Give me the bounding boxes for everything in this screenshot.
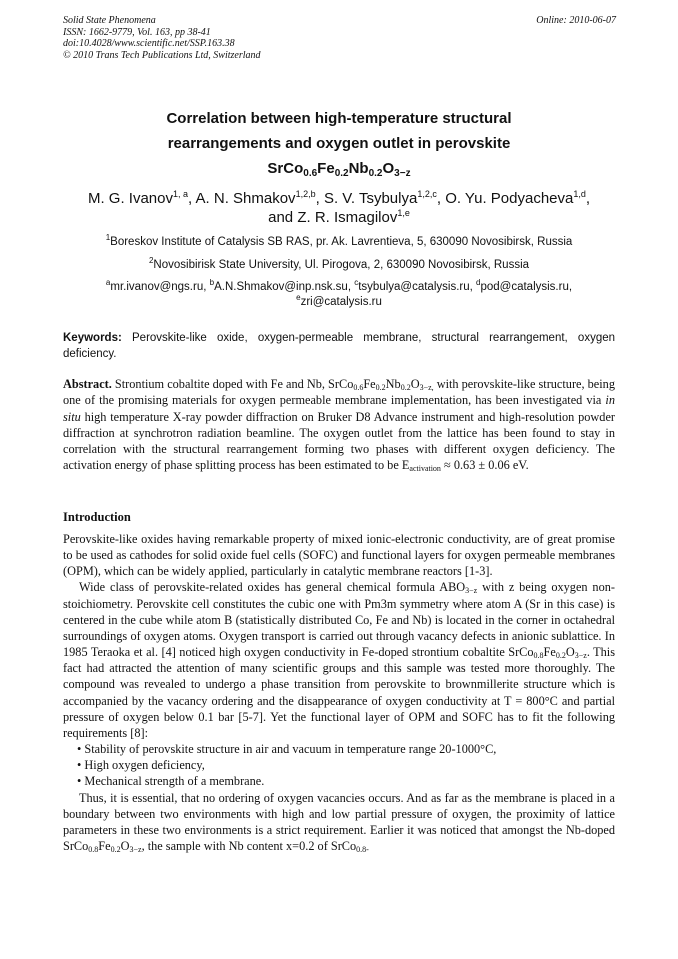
email-link[interactable]: A.N.Shmakov@inp.nsk.su [214, 281, 348, 293]
section-heading-introduction: Introduction [63, 510, 131, 524]
paragraph: Thus, it is essential, that no ordering of oxygen vacancies occurs. And as far as the membrane is placed in a boundary between two environments with high and low partial pressure of oxygen, the proximity of lattice parameters in these two environments is a strict requirement. Earlier it was noticed that amongst the Nb-doped $SrCo_{0.8}Fe_{0.2}O_{3-z}$, the sample with Nb content x=0.2 of SrCo$_{0.8-}$ [63, 790, 615, 854]
author-sup: 1,2,c [417, 189, 437, 199]
copyright-line: © 2010 Trans Tech Publications Ltd, Switzerland [63, 49, 261, 61]
author-sup: 1, a [172, 189, 188, 199]
affiliation-1: $^1$Boreskov Institute of Catalysis SB RAS, pr. Ak. Lavrentieva, 5, 630090 Novosibirsk, Russia [105, 233, 573, 248]
abstract: Abstract. Strontium cobaltite doped with Fe and Nb, $SrCo_{0.6}Fe_{0.2}Nb_{0.2}O_{3-z,}$ with perovskite-like structure, being one of the promising materials for oxygen permeable membrane implementation, has been investigated via in situ high temperature X-ray powder diffraction on Bruker D8 Advance instrument and high-resolution powder diffraction at synchrotron radiation beamline. The oxygen outlet from the lattice has been found to stay in correlation with the structural rearrangement forming two phases with different oxygen deficiency. The activation energy of phase splitting process has been estimated to be $E_{activation} \approx 0.63 \pm 0.06$ eV. [63, 377, 615, 474]
paragraph: Perovskite-like oxides having remarkable property of mixed ionic-electronic conductivity, are of great promise to be used as cathodes for solid oxide fuel cells (SOFC) and functional layers for oxygen permeable membranes (OPM), which can be widely applied, particularly in catalytic membrane reactors [1-3]. [63, 532, 615, 579]
introduction-body [63, 531, 615, 854]
list-item: • Mechanical strength of a membrane. [77, 774, 265, 789]
keywords-section [63, 330, 615, 362]
online-date: Online: 2010-06-07 [536, 15, 616, 26]
journal-name: Solid State Phenomena [63, 15, 156, 26]
title-line-2: rearrangements and oxygen outlet in perovskite [167, 135, 511, 152]
issn-line: ISSN: 1662-9779, Vol. 163, pp 38-41 [63, 26, 211, 38]
author-name: A. N. Shmakov [195, 190, 296, 207]
abstract-label: Abstract. [63, 377, 112, 391]
keywords-label: Keywords: [63, 332, 122, 344]
doi-line: doi:10.4028/www.scientific.net/SSP.163.38 [63, 38, 235, 50]
author-sup: 1,d [573, 189, 586, 199]
title-formula: $SrCo_{0.6}Fe_{0.2}Nb_{0.2}O_{3-z}$ [267, 160, 411, 179]
author-sup: 1,2,b [295, 189, 316, 199]
paragraph: Wide class of perovskite-related oxides has general chemical formula $ABO_{3-z}$ with z being oxygen non-stoichiometry. Perovskite cell constitutes the cubic one with Pm3m symmetry where atom A (Sr in this case) is centered in the cube while atom B (statistically distributed Co, Fe and Nb) is located in the corner in octahedral surroundings of oxygen atoms. Oxygen transport is carried out through vacancy defects in anionic sublattice. In 1985 Teraoka et al. [4] noticed high oxygen conductivity in Fe-doped strontium cobaltite $SrCo_{0.8}Fe_{0.2}O_{3-z}$. This fact had attracted the attention of many scientific groups and this sample was tested more thoroughly. The compound was revealed to undergo a phase transition from perovskite to brownmillerite structure which is accompanied by the vacancy ordering and the disappearance of oxygen conductivity at T = 800°C and partial pressure of oxygen below 0.1 bar [5-7]. Yet the functional layer of OPM and SOFC has to fit the following requirements [8]: [63, 580, 615, 740]
author-list: M. G. Ivanov$^{1, a}$, A. N. Shmakov$^{1,2,b}$, S. V. Tsybulya$^{1,2,c}$, O. Yu. Podyacheva$^{1,d}$, and Z. R. Ismagilov$^{1,e}$ [87, 189, 591, 226]
title-line-1: Correlation between high-temperature structural [166, 110, 512, 127]
email-link[interactable]: pod@catalysis.ru [480, 281, 569, 293]
running-header-left [63, 15, 261, 61]
email-link[interactable]: mr.ivanov@ngs.ru [110, 281, 204, 293]
author-name: M. G. Ivanov [87, 190, 173, 207]
author-name: Z. R. Ismagilov [297, 209, 398, 226]
author-sup: 1,e [397, 208, 410, 218]
author-name: S. V. Tsybulya [323, 190, 418, 207]
author-name: O. Yu. Podyacheva [445, 190, 574, 207]
paper-title [63, 106, 615, 181]
affiliation-2: $^2$Novosibirisk State University, Ul. Pirogova, 2, 630090 Novosibirsk, Russia [148, 256, 530, 271]
list-item: • Stability of perovskite structure in air and vacuum in temperature range 20-1000°C, [77, 742, 497, 757]
email-list: $^a$mr.ivanov@ngs.ru, $^b$A.N.Shmakov@inp.nsk.su, $^c$tsybulya@catalysis.ru, $^d$pod@catalysis.ru, $^e$zri@catalysis.ru [105, 278, 573, 308]
email-link[interactable]: zri@catalysis.ru [300, 296, 382, 308]
email-link[interactable]: tsybulya@catalysis.ru [358, 281, 470, 293]
keywords-text: Perovskite-like oxide, oxygen-permeable membrane, structural rearrangement, oxygen deficiency. [63, 332, 616, 360]
list-item: • High oxygen deficiency, [77, 758, 205, 773]
